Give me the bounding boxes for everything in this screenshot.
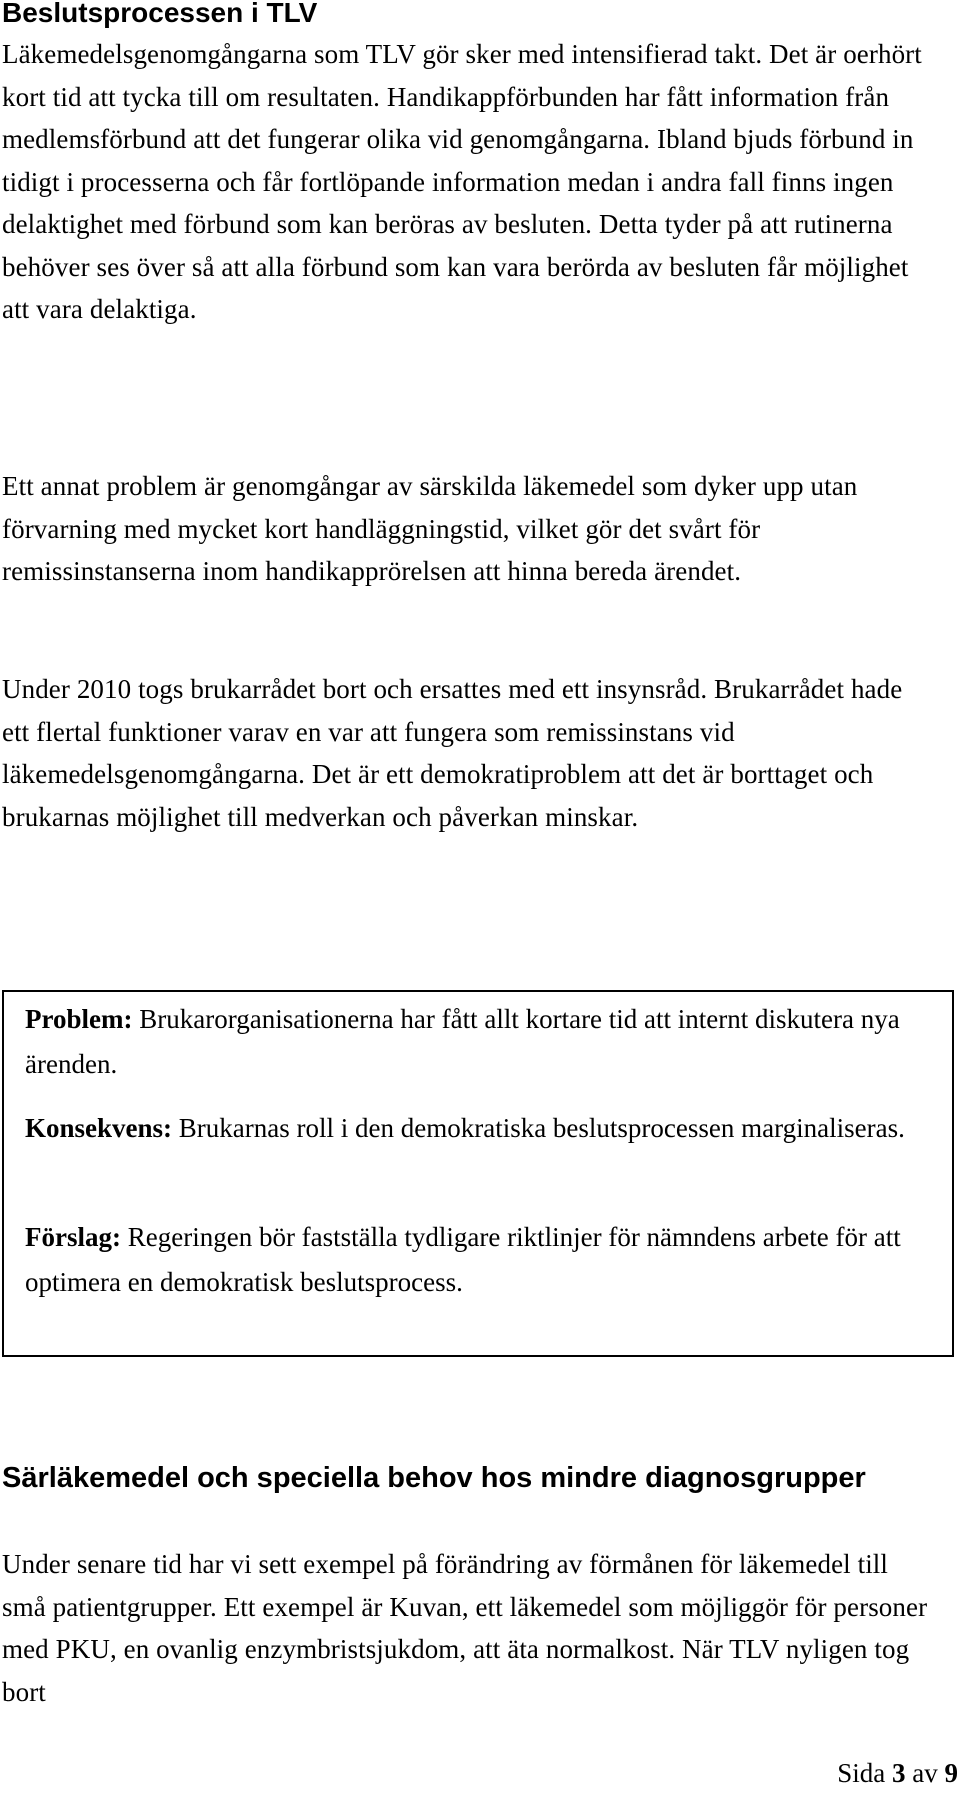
consequence-text: Brukarnas roll i den demokratiska beslutsprocessen marginaliseras.	[172, 1113, 905, 1143]
section-heading-sarlakemedel: Särläkemedel och speciella behov hos mindre diagnosgrupper	[2, 1462, 866, 1494]
page-number-current: 3	[892, 1758, 906, 1788]
page-number-prefix: Sida	[837, 1758, 893, 1788]
consequence-label: Konsekvens:	[25, 1113, 173, 1143]
paragraph-intro: Läkemedelsgenomgångarna som TLV gör sker med intensifierad takt. Det är oerhört kort tid att tycka till om resultaten. Handikappförbunden har fått information från medlemsförbund att det fungerar olika vid genomgångarna. Ibland bjuds förbund in tidigt i processerna och får fortlöpande information medan i andra fall finns ingen delaktighet med förbund som kan beröras av besluten. Detta tyder på att rutinerna behöver ses över så att alla förbund som kan vara berörda av besluten får möjlighet att vara delaktiga.	[2, 39, 922, 324]
page-number-middle: av	[905, 1758, 945, 1788]
section-heading-beslutsprocessen: Beslutsprocessen i TLV	[2, 0, 318, 28]
paragraph-sarlakemedel: Under senare tid har vi sett exempel på förändring av förmånen för läkemedel till små patientgrupper. Ett exempel är Kuvan, ett läkemedel som möjliggör för personer med PKU, en ovanlig enzymbristsjukdom, att äta normalkost. När TLV nyligen tog bort	[2, 1549, 928, 1707]
paragraph-brukarradet: Under 2010 togs brukarrådet bort och ersattes med ett insynsråd. Brukarrådet hade ett flertal funktioner varav en var att fungera som remissinstans vid läkemedelsgenomgångarna. Det är ett demokratiproblem att det är borttaget och brukarnas möjlighet till medverkan och påverkan minskar.	[2, 674, 903, 832]
paragraph-problem-genomgangar: Ett annat problem är genomgångar av särskilda läkemedel som dyker upp utan förvarning med mycket kort handläggningstid, vilket gör det svårt för remissinstanserna inom handikapprörelsen att hinna bereda ärendet.	[2, 471, 858, 586]
proposal-text: Regeringen bör fastställa tydligare riktlinjer för nämndens arbete för att optimera en demokratisk beslutsprocess.	[25, 1222, 901, 1297]
page-number	[837, 1755, 958, 1791]
proposal-statement	[25, 1215, 935, 1305]
consequence-statement	[25, 1106, 935, 1151]
page-number-total: 9	[944, 1758, 958, 1788]
proposal-label: Förslag:	[25, 1222, 121, 1252]
problem-statement	[25, 997, 935, 1087]
summary-box	[2, 990, 954, 1357]
problem-text: Brukarorganisationerna har fått allt kortare tid att internt diskutera nya ärenden.	[25, 1004, 900, 1079]
problem-label: Problem:	[25, 1004, 133, 1034]
